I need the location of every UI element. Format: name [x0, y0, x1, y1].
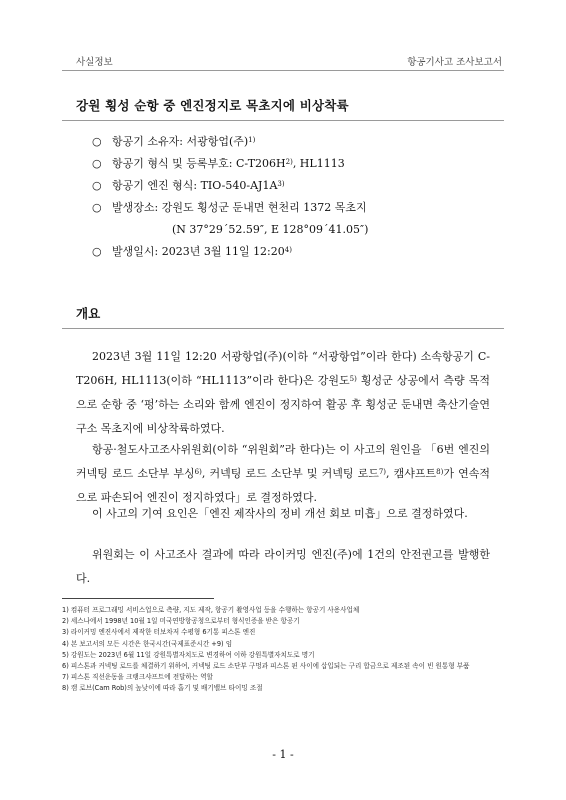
info-engine-text: 항공기 엔진 형식: TIO-540-AJ1A — [112, 179, 278, 192]
bullet-icon: ○ — [92, 157, 102, 170]
bullet-icon: ○ — [92, 201, 102, 214]
footnote-4: 4) 본 보고서의 모든 시간은 한국시간(국제표준시간 +9) 임 — [62, 639, 233, 648]
footnote-ref: 4) — [284, 246, 292, 254]
footnote-8: 8) 캠 로브(Cam Rob)의 높낮이에 따라 흡기 및 배기밸브 타이밍 조절 — [62, 684, 263, 693]
paragraph-text: 2023년 3월 11일 12:20 서광항업(주)(이하 “서광항업”이라 한다) 소속항공기 C-T206H, HL1113(이하 “HL1113”이라 한다)은 강원도 — [76, 350, 490, 387]
paragraph-text: 횡성군 상공에서 측량 목적으로 순항 중 ‘펑’하는 소리와 함께 엔진이 정지하여 활공 후 횡성군 둔내면 축산기술연구소 목초지에 비상착륙하였다. — [76, 374, 490, 435]
footnote-ref: 1) — [248, 136, 256, 144]
page-title: 강원 횡성 순항 중 엔진정지로 목초지에 비상착륙 — [76, 98, 349, 113]
overview-paragraph-3: 이 사고의 기여 요인은「엔진 제작사의 정비 개선 회보 미흡」으로 결정하였다. — [92, 507, 468, 520]
incident-info-list — [92, 131, 368, 263]
bullet-icon: ○ — [92, 245, 102, 258]
title-divider — [62, 120, 504, 121]
bullet-icon: ○ — [92, 135, 102, 148]
info-registration-text: , HL1113 — [292, 157, 345, 170]
info-place — [92, 197, 368, 219]
overview-paragraph-1 — [76, 345, 490, 441]
overview-paragraph-2 — [76, 438, 490, 510]
footnote-7: 7) 피스톤 직선운동을 크랭크샤프트에 전달하는 역할 — [62, 673, 214, 682]
footnote-ref: 7) — [378, 468, 387, 476]
info-engine — [92, 175, 368, 197]
info-coordinates: (N 37°29´52.59″, E 128°09´41.05″) — [172, 223, 369, 236]
info-type-registration — [92, 153, 368, 175]
info-type-text: 항공기 형식 및 등록부호: C-T206H — [112, 157, 286, 170]
footnote-1: 1) 컴퓨터 프로그래밍 서비스업으로 측량, 지도 제작, 항공기 촬영사업 등을 수행하는 항공기 사용사업체 — [62, 606, 360, 614]
page-number: - 1 - — [272, 748, 294, 761]
footnote-6: 6) 피스톤과 커넥팅 로드를 체결하기 위하여, 커넥팅 로드 소단부 구멍과 피스톤 핀 사이에 삽입되는 구리 합금으로 제조된 속이 빈 원통형 부품 — [62, 662, 470, 671]
info-date-text: 발생일시: 2023년 3월 11일 12:20 — [112, 245, 285, 258]
header-left: 사실정보 — [76, 57, 113, 68]
info-date — [92, 241, 368, 263]
header-right: 항공기사고 조사보고서 — [407, 57, 502, 68]
footnote-divider — [62, 598, 214, 599]
bullet-icon: ○ — [92, 179, 102, 192]
paragraph-text: , 커넥팅 로드 소단부 및 커넥팅 로드 — [201, 467, 379, 480]
footnote-ref: 3) — [277, 180, 285, 188]
paragraph-text: 가 연속적으로 파손되어 엔진이 정지하였다」로 결정하였다. — [76, 467, 490, 504]
footnote-2: 2) 세스나에서 1998년 10월 1일 미국연방항공청으로부터 형식인증을 받은 항공기 — [62, 617, 300, 626]
footnote-ref: 6) — [194, 468, 202, 476]
paragraph-text: 항공·철도사고조사위원회(이하 “위원회”라 한다)는 이 사고의 원인을 「6번 엔진의 커넥팅 로드 소단부 부싱 — [76, 443, 490, 480]
paragraph-text: , 캠샤프트 — [386, 467, 437, 480]
footnote-ref: 8) — [436, 468, 444, 476]
overview-paragraph-4: 위원회는 이 사고조사 결과에 따라 라이커밍 엔진(주)에 1건의 안전권고를 발행한다. — [76, 548, 490, 585]
header-divider — [62, 70, 504, 71]
info-owner-text: 항공기 소유자: 서광항업(주) — [112, 135, 249, 148]
footnote-3: 3) 라이커밍 엔진사에서 제작한 터보차저 수평형 6기통 피스톤 엔진 — [62, 628, 256, 637]
footnote-5: 5) 강원도는 2023년 6월 11일 강원특별자치도로 변경하여 이하 강원특별자치도로 명기 — [62, 650, 315, 659]
footnote-ref: 2) — [285, 158, 293, 166]
footnote-ref: 5) — [349, 375, 357, 383]
footnotes — [62, 605, 502, 695]
section-heading-overview: 개요 — [76, 306, 101, 321]
section-divider — [62, 328, 504, 329]
info-owner — [92, 131, 368, 153]
info-place-text: 발생장소: 강원도 횡성군 둔내면 현천리 1372 목초지 — [112, 201, 367, 214]
